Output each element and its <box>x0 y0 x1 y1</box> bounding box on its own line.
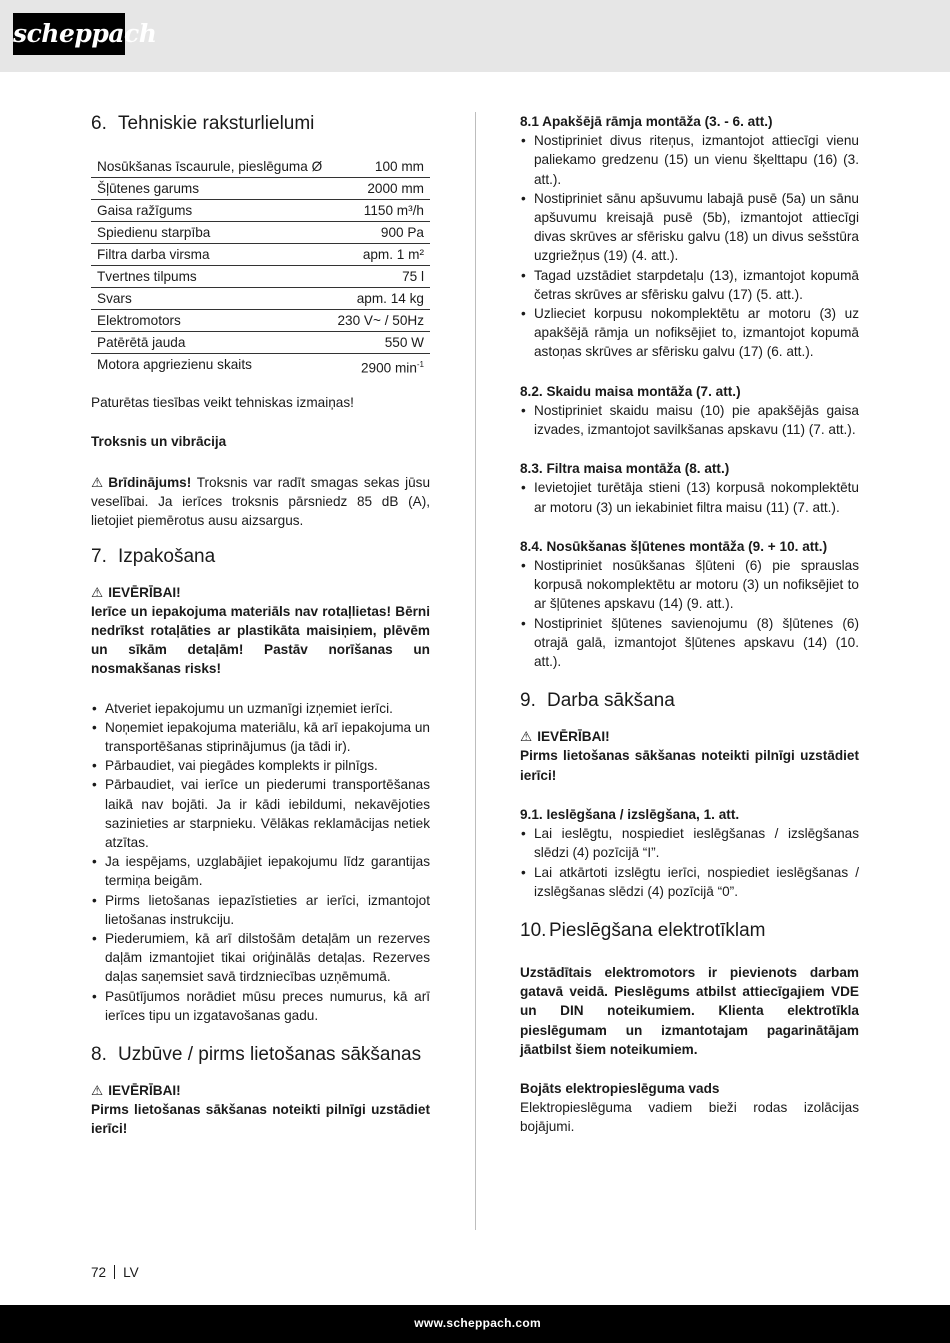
spec-value: 2900 $\min^{-1}$ <box>360 360 424 376</box>
warning-icon: ⚠ <box>91 474 104 490</box>
spec-value: apm. 1 m² <box>331 244 431 266</box>
list-item: • Nostipriniet nosūkšanas šļūteni (6) pie sprauslas korpusā nokomplektētu ar motoru (3) un nofiksējiet to ar šļūtenes apskavu (14) (9. att.). <box>520 556 859 614</box>
spec-row <box>91 310 430 332</box>
page-number: 72 <box>91 1265 107 1280</box>
spec-label: Tvertnes tilpums <box>91 266 331 288</box>
packaging-warning: Ierīce un iepakojuma materiāls nav rotaļlietas! Bērni nedrīkst rotaļāties ar plastikāta maisiņiem, plēvēm un sīkām detaļām! Pastāv norīšanas un nosmakšanas risks! <box>91 603 430 677</box>
noise-warning: ⚠ Brīdinājums! Troksnis var radīt smagas sekas jūsu veselībai. Ja ierīces troksnis pārsniedz 85 dB (A), lietojiet piemērotus ausu aizsargus. <box>91 474 431 529</box>
chip-bag-list <box>520 401 859 439</box>
list-item: • Pārbaudiet, vai piegādes komplekts ir pilnīgs. <box>91 756 430 775</box>
spec-row <box>91 178 430 200</box>
spec-label: Gaisa ražīgums <box>91 200 331 222</box>
list-item: • Atveriet iepakojumu un uzmanīgi izņemiet ierīci. <box>91 699 430 718</box>
section-8-2-heading: 8.2. Skaidu maisa montāža (7. att.) <box>520 383 741 399</box>
website-url: www.scheppach.com <box>414 1316 541 1330</box>
section-9-1-heading: 9.1. Ieslēgšana / izslēgšana, 1. att. <box>520 806 740 822</box>
list-item: • Pirms lietošanas iepazīstieties ar ierīci, izmantojot lietošanas instrukciju. <box>91 891 430 929</box>
spec-row <box>91 266 430 288</box>
assembly-warning: Pirms lietošanas sākšanas noteikti pilnīgi uzstādiet ierīci! <box>91 1102 430 1137</box>
damaged-cable-heading: Bojāts elektropieslēguma vads <box>520 1080 720 1096</box>
spec-value: apm. 14 kg <box>331 288 431 310</box>
spec-row <box>91 156 430 178</box>
section-6-heading: 6. Tehniskie raksturlielumi <box>91 113 315 134</box>
spec-label: Nosūkšanas īscaurule, pieslēguma Ø <box>91 156 331 178</box>
spec-row <box>91 288 430 310</box>
footer-band <box>0 1305 950 1343</box>
list-item: • Pārbaudiet, vai ierīce un piederumi transportēšanas laikā nav bojāti. Ja ir kādi iebildumi, nekavējoties sazinieties ar starpnieku. Vēlākas reklamācijas netiek atzītas. <box>91 775 430 852</box>
list-item: • Lai ieslēgtu, nospiediet ieslēgšanas / izslēgšanas slēdzi (4) pozīcijā “I”. <box>520 824 859 862</box>
list-item: • Nostipriniet šļūtenes savienojumu (8) šļūtenes (6) otrajā galā, izmantojot šļūtenes apskavu (14) (10. att.). <box>520 614 859 672</box>
unpacking-list <box>91 699 430 1025</box>
section-8-heading: 8. Uzbūve / pirms lietošanas sākšanas <box>91 1044 422 1066</box>
spec-value: 230 V~ / 50Hz <box>331 310 431 332</box>
mains-intro: Uzstādītais elektromotors ir pievienots darbam gatavā veidā. Pieslēgums atbilst attiecīgajiem VDE un DIN noteikumiem. Klienta elektrotīkla pieslēgumam un izmantotajam pagarinātājam jāatbilst šiem noteikumiem. <box>520 964 859 1057</box>
left-column <box>91 112 430 1139</box>
spec-row <box>91 332 430 354</box>
list-item: • Lai atkārtoti izslēgtu ierīci, nospiediet ieslēgšanas / izslēgšanas slēdzi (4) pozīcijā “0”. <box>520 863 859 901</box>
section-10-heading: 10. Pieslēgšana elektrotīklam <box>520 919 766 941</box>
list-item: • Uzlieciet korpusu nokomplektētu ar motoru (3) uz apakšējā rāmja un nofiksējiet to, izmantojot kopumā astoņas skrūves ar sfērisku galvu (17) (6. att.). <box>520 304 859 362</box>
list-item: • Nostipriniet divus riteņus, izmantojot attiecīgi vienu paliekamo gredzenu (15) un vienu šķelttapu (16) (3. att.). <box>520 131 859 189</box>
hose-assembly-list <box>520 556 859 671</box>
spec-value: 75 l <box>331 266 431 288</box>
spec-row <box>91 222 430 244</box>
header-band <box>0 0 950 72</box>
spec-label: Spiedienu starpība <box>91 222 331 244</box>
spec-value: 900 Pa <box>331 222 431 244</box>
spec-label: Svars <box>91 288 331 310</box>
list-item: • Piederumiem, kā arī dilstošām detaļām un rezerves daļām izmantojiet tikai oriģinālās detaļas. Rezerves daļas saņemsiet savā tirdzniecības uzņēmumā. <box>91 929 430 987</box>
list-item: • Ja iespējams, uzglabājiet iepakojumu līdz garantijas termiņa beigām. <box>91 852 430 890</box>
right-column <box>520 112 859 1137</box>
section-7-heading: 7. Izpakošana <box>91 545 216 567</box>
spec-value: 550 W <box>331 332 431 354</box>
attention-label: ⚠ IEVĒRĪBAI! <box>520 727 859 746</box>
spec-table <box>91 156 430 379</box>
spec-label: Patērētā jauda <box>91 332 331 354</box>
page-footer <box>91 1265 139 1280</box>
list-item: • Ievietojiet turētāja stieni (13) korpusā nokomplektētu ar motoru (3) un iekabiniet filtra maisu (11) (7. att.). <box>520 478 859 516</box>
section-9-heading: 9. Darba sākšana <box>520 690 675 712</box>
spec-value: 2000 mm <box>331 178 431 200</box>
damaged-cable-text: Elektropieslēguma vadiem bieži rodas izolācijas bojājumi. <box>520 1100 859 1135</box>
frame-assembly-list <box>520 131 859 361</box>
column-divider <box>475 112 476 1230</box>
spec-label: Elektromotors <box>91 310 331 332</box>
spec-label: Filtra darba virsma <box>91 244 331 266</box>
section-8-1-heading: 8.1 Apakšējā rāmja montāža (3. - 6. att.) <box>520 114 773 129</box>
spec-value: 100 mm <box>331 156 431 178</box>
switch-list <box>520 824 859 901</box>
warning-icon: ⚠ <box>91 584 104 600</box>
spec-value: 1150 m³/h <box>331 200 431 222</box>
section-8-3-heading: 8.3. Filtra maisa montāža (8. att.) <box>520 461 730 477</box>
language-code: LV <box>123 1265 139 1280</box>
list-item: • Pasūtījumos norādiet mūsu preces numurus, kā arī ierīces tipu un izgatavošanas gadu. <box>91 987 430 1025</box>
noise-heading: Troksnis un vibrācija <box>91 433 227 449</box>
warning-icon: ⚠ <box>520 729 533 745</box>
attention-label: ⚠ IEVĒRĪBAI! <box>91 583 430 602</box>
page-separator <box>114 1265 115 1279</box>
spec-row <box>91 354 430 379</box>
spec-row <box>91 244 430 266</box>
filter-bag-list <box>520 478 859 516</box>
scheppach-logo: scheppach <box>13 13 125 55</box>
section-8-4-heading: 8.4. Nosūkšanas šļūtenes montāža (9. + 10. att.) <box>520 538 828 554</box>
list-item: • Noņemiet iepakojuma materiālu, kā arī iepakojuma un transportēšanas stiprinājumus (ja tādi ir). <box>91 718 430 756</box>
attention-label: ⚠ IEVĒRĪBAI! <box>91 1081 430 1100</box>
list-item: • Tagad uzstādiet starpdetaļu (13), izmantojot kopumā četras skrūves ar sfērisku galvu (17) (5. att.). <box>520 266 859 304</box>
spec-row <box>91 200 430 222</box>
unit-exponent: -1 <box>416 360 424 369</box>
list-item: • Nostipriniet skaidu maisu (10) pie apakšējās gaisa izvades, izmantojot savilkšanas apskavu (11) (7. att.). <box>520 401 859 439</box>
reserved-note: Paturētas tiesības veikt tehniskas izmaiņas! <box>91 394 354 410</box>
spec-label: Šļūtenes garums <box>91 178 331 200</box>
list-item: • Nostipriniet sānu apšuvumu labajā pusē (5a) un sānu apšuvumu kreisajā pusē (5b), izmantojot attiecīgi divas skrūves ar sfērisku galvu (18) un divus sešstūra uzgriežņus (19) (4. att.). <box>520 189 859 266</box>
spec-label: Motora apgriezienu skaits <box>97 357 252 372</box>
warning-icon: ⚠ <box>91 1083 104 1099</box>
start-warning: Pirms lietošanas sākšanas noteikti pilnīgi uzstādiet ierīci! <box>520 748 859 783</box>
